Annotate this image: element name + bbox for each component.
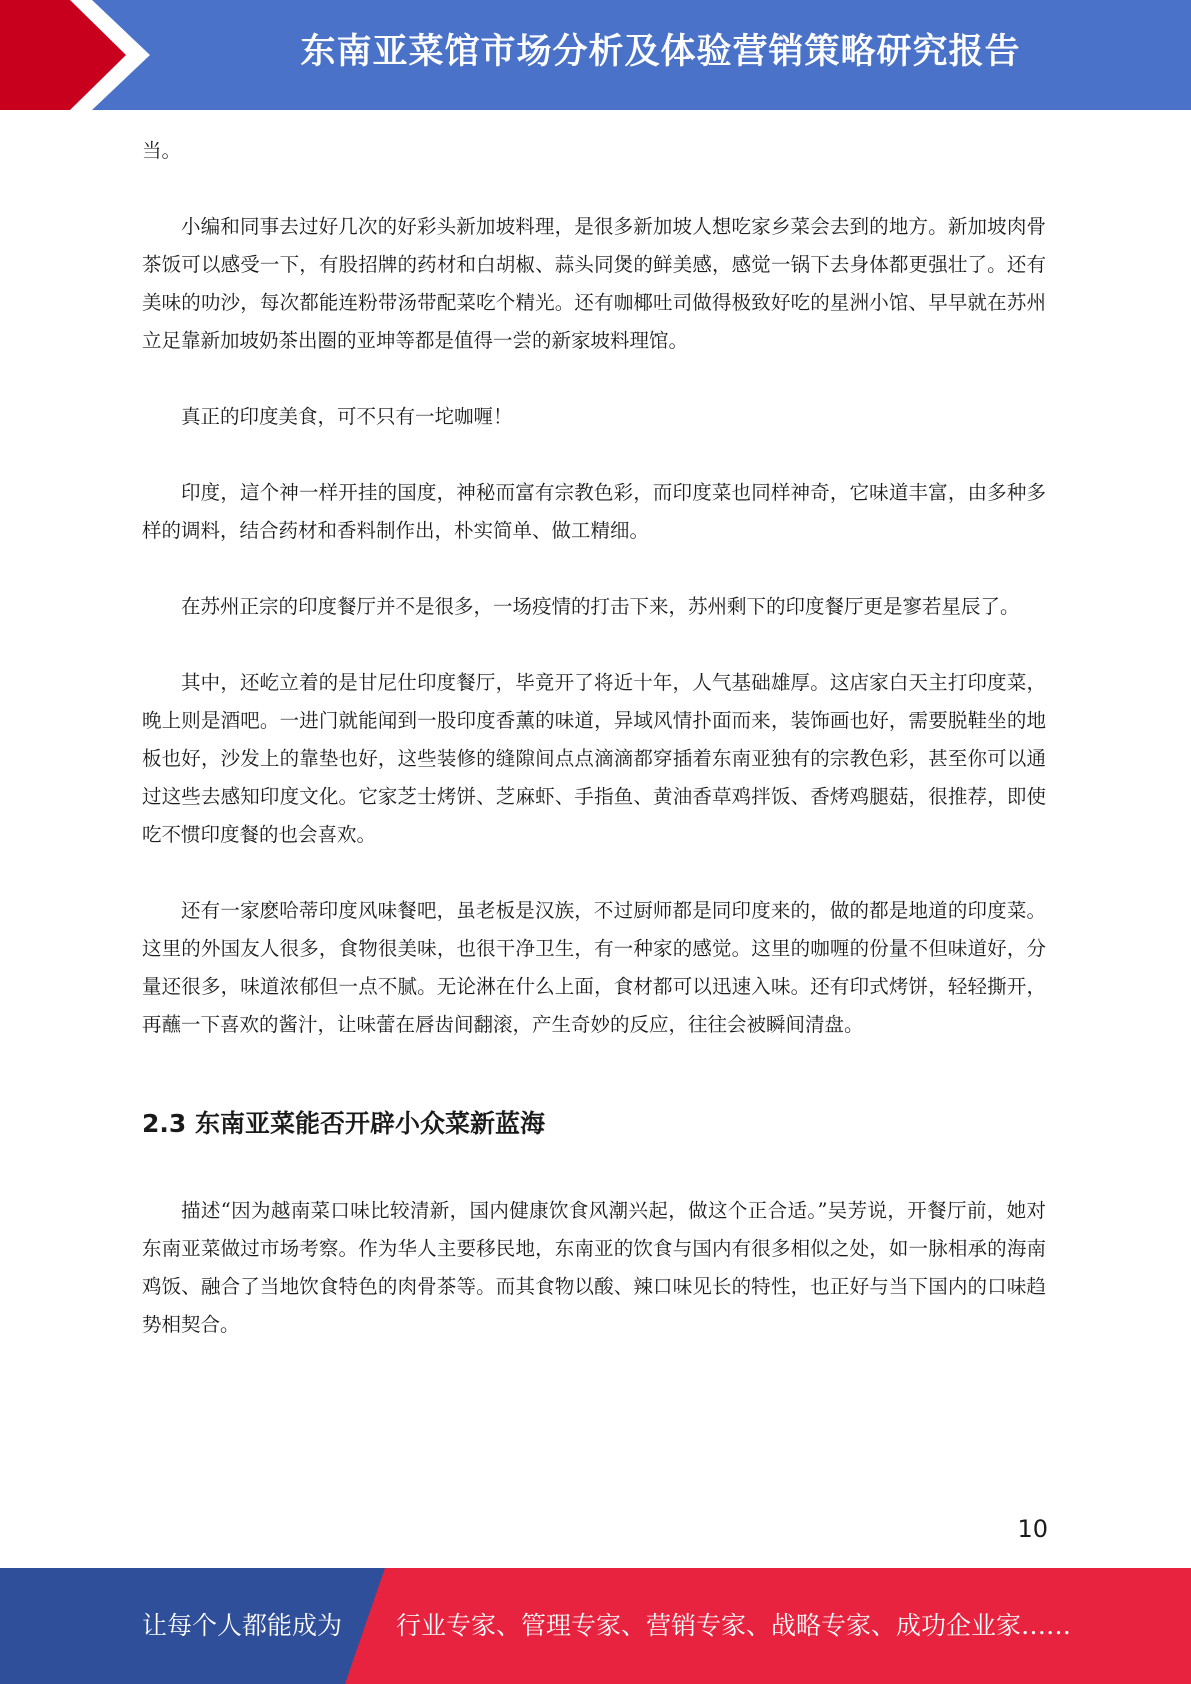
footer-slogan-right: 行业专家、管理专家、营销专家、战略专家、成功企业家…… bbox=[396, 1611, 1072, 1640]
paragraph-continuation: 当。 bbox=[142, 139, 182, 162]
footer-slogan-left: 让每个人都能成为 bbox=[142, 1611, 343, 1640]
page-footer bbox=[0, 1568, 1191, 1684]
header-arrow-decoration bbox=[0, 0, 160, 110]
paragraph: 真正的印度美食，可不只有一坨咖喱！ bbox=[181, 405, 513, 428]
paragraph: 小编和同事去过好几次的好彩头新加坡料理，是很多新加坡人想吃家乡菜会去到的地方。新加坡肉骨茶饭可以感受一下，有股招牌的药材和白胡椒、蒜头同煲的鲜美感，感觉一锅下去身体都更强壮了。还有美味的叻沙，每次都能连粉带汤带配菜吃个精光。还有咖椰吐司做得极致好吃的星洲小馆、早早就在苏州立足靠新加坡奶茶出圈的亚坤等都是值得一尝的新家坡料理馆。 bbox=[142, 215, 1046, 352]
paragraph: 在苏州正宗的印度餐厅并不是很多，一场疫情的打击下来，苏州剩下的印度餐厅更是寥若星辰了。 bbox=[181, 595, 1020, 618]
paragraph: 其中，还屹立着的是甘尼仕印度餐厅，毕竟开了将近十年，人气基础雄厚。这店家白天主打印度菜，晚上则是酒吧。一进门就能闻到一股印度香薰的味道，异域风情扑面而来，装饰画也好，需要脱鞋坐的地板也好，沙发上的靠垫也好，这些装修的缝隙间点点滴滴都穿插着东南亚独有的宗教色彩，甚至你可以通过这些去感知印度文化。它家芝士烤饼、芝麻虾、手指鱼、黄油香草鸡拌饭、香烤鸡腿菇，很推荐，即使吃不惯印度餐的也会喜欢。 bbox=[142, 671, 1046, 846]
page-number: 10 bbox=[1017, 1515, 1048, 1543]
paragraph: 还有一家麽哈蒂印度风味餐吧，虽老板是汉族，不过厨师都是同印度来的，做的都是地道的印度菜。这里的外国友人很多，食物很美味，也很干净卫生，有一种家的感觉。这里的咖喱的份量不但味道好，分量还很多，味道浓郁但一点不腻。无论淋在什么上面，食材都可以迅速入味。还有印式烤饼，轻轻撕开，再蘸一下喜欢的酱汁，让味蕾在唇齿间翻滚，产生奇妙的反应，往往会被瞬间清盘。 bbox=[142, 899, 1046, 1036]
section-heading: 2.3 东南亚菜能否开辟小众菜新蓝海 bbox=[142, 1109, 545, 1138]
page-header bbox=[0, 0, 1191, 110]
report-title: 东南亚菜馆市场分析及体验营销策略研究报告 bbox=[300, 32, 1021, 72]
paragraph: 描述“因为越南菜口味比较清新，国内健康饮食风潮兴起，做这个正合适。”吴芳说，开餐厅前，她对东南亚菜做过市场考察。作为华人主要移民地，东南亚的饮食与国内有很多相似之处，如一脉相承的海南鸡饭、融合了当地饮食特色的肉骨茶等。而其食物以酸、辣口味见长的特性，也正好与当下国内的口味趋势相契合。 bbox=[142, 1199, 1046, 1336]
article-body bbox=[142, 132, 1046, 1382]
paragraph: 印度，這个神一样开挂的国度，神秘而富有宗教色彩，而印度菜也同样神奇，它味道丰富，由多种多样的调料，结合药材和香料制作出，朴实简单、做工精细。 bbox=[142, 481, 1046, 542]
